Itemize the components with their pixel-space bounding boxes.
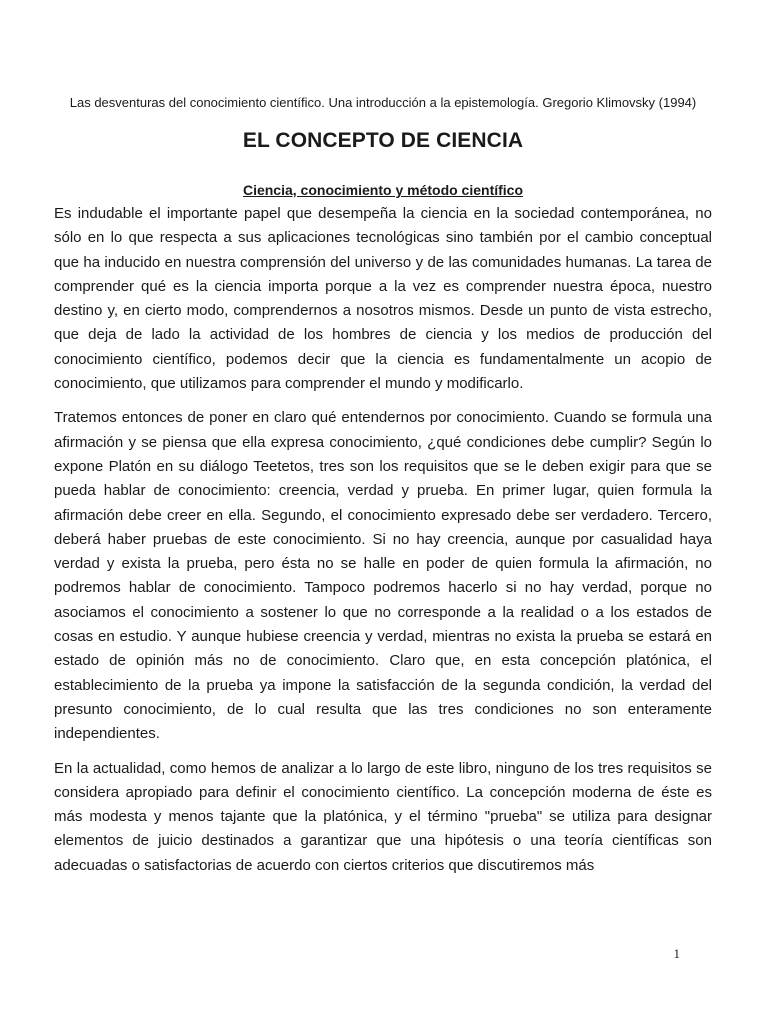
section-heading: Ciencia, conocimiento y método científico <box>242 182 524 198</box>
book-citation: Las desventuras del conocimiento científico. Una introducción a la epistemología. Gregorio Klimovsky (1994) <box>69 95 697 110</box>
page-number: 1 <box>673 946 680 961</box>
paragraph-1: Es indudable el importante papel que desempeña la ciencia en la sociedad contemporánea, no sólo en lo que respecta a sus aplicaciones tecnológicas sino también por el cambio conceptual que ha inducido en nuestra comprensión del universo y de las comunidades humanas. La tarea de comprender qué es la ciencia importa porque a la vez es comprender nuestra época, nuestro destino y, en cierto modo, comprendernos a nosotros mismos. Desde un punto de vista estrecho, que deja de lado la actividad de los hombres de ciencia y los medios de producción del conocimiento científico, podemos decir que la ciencia es fundamentalmente un acopio de conocimiento, que utilizamos para comprender el mundo y modificarlo. <box>54 205 712 393</box>
paragraph-3: En la actualidad, como hemos de analizar a lo largo de este libro, ninguno de los tres requisitos se considera apropiado para definir el conocimiento científico. La concepción moderna de éste es más modesta y menos tajante que la platónica, y el término "prueba" se utiliza para designar elementos de juicio destinados a garantizar que una hipótesis o una teoría científicas son adecuadas o satisfactorias de acuerdo con ciertos criterios que discutiremos más <box>54 759 712 874</box>
paragraph-2: Tratemos entonces de poner en claro qué entendernos por conocimiento. Cuando se formula una afirmación y se piensa que ella expresa conocimiento, ¿qué condiciones debe cumplir? Según lo expone Platón en su diálogo Teetetos, tres son los requisitos que se le deben exigir para que se pueda hablar de conocimiento: creencia, verdad y prueba. En primer lugar, quien formula la afirmación debe creer en ella. Segundo, el conocimiento expresado debe ser verdadero. Tercero, deberá haber pruebas de este conocimiento. Si no hay creencia, aunque por casualidad haya verdad y exista la prueba, pero ésta no se halle en poder de quien formula la afirmación, no podremos hablar de conocimiento. Tampoco podremos hacerlo si no hay verdad, porque no asociamos el conocimiento a sostener lo que no corresponde a la realidad o a los estados de cosas en estudio. Y aunque hubiese creencia y verdad, mientras no exista la prueba se estará en estado de opinión más no de conocimiento. Claro que, en esta concepción platónica, el establecimiento de la prueba ya impone la satisfacción de la segunda condición, la verdad del presunto conocimiento, de lo cual resulta que las tres condiciones no son enteramente independientes. <box>54 409 712 743</box>
page-title: EL CONCEPTO DE CIENCIA <box>242 129 524 152</box>
